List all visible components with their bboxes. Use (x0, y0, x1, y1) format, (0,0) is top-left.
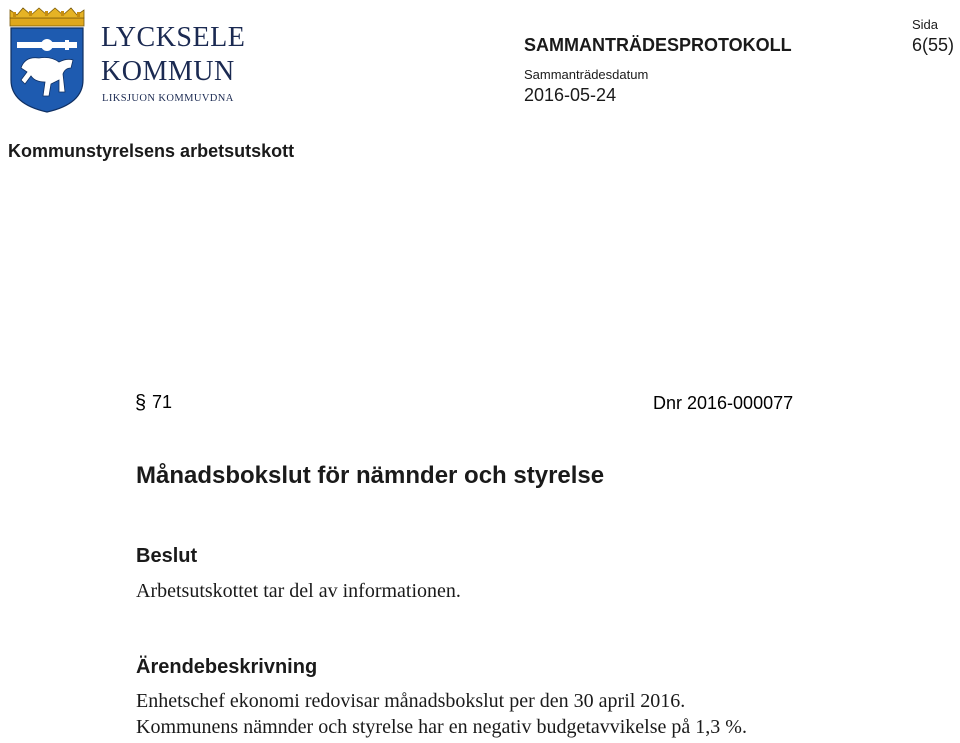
logo-name-line1: LYCKSELE (101, 22, 246, 53)
description-line: Kommunens nämnder och styrelse har en negativ budgetavvikelse på 1,3 %. (136, 716, 747, 738)
description-heading: Ärendebeskrivning (136, 656, 318, 678)
lycksele-logo (7, 6, 246, 114)
coat-of-arms-icon (7, 6, 87, 114)
decision-text: Arbetsutskottet tar del av informationen. (136, 580, 461, 602)
logo-subline: LIKSJUON KOMMUVDNA (102, 93, 234, 104)
meeting-date-label: Sammanträdesdatum (524, 67, 649, 82)
paragraph-number: 71 (152, 392, 173, 412)
page-number: 6(55) (912, 35, 955, 55)
document-title: SAMMANTRÄDESPROTOKOLL (524, 35, 792, 55)
registration-number: Dnr 2016-000077 (653, 393, 794, 413)
description-line: Enhetschef ekonomi redovisar månadsbokslut per den 30 april 2016. (136, 690, 686, 712)
page-label: Sida (912, 17, 939, 32)
paragraph-sign: § (135, 392, 147, 414)
decision-heading: Beslut (136, 545, 198, 567)
section-title: Månadsbokslut för nämnder och styrelse (136, 462, 605, 489)
meeting-date: 2016-05-24 (524, 85, 617, 105)
organ-name: Kommunstyrelsens arbetsutskott (8, 141, 295, 161)
logo-name-line2: KOMMUN (101, 56, 235, 87)
